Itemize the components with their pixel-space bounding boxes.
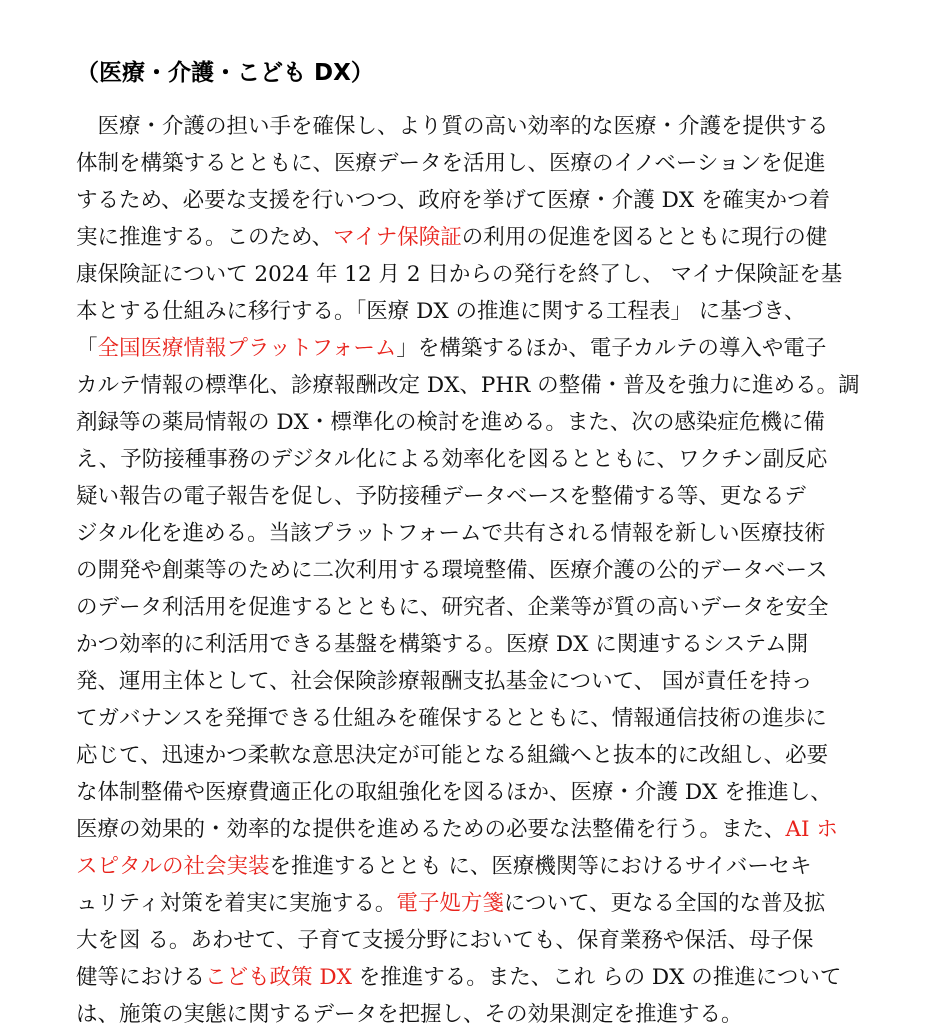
paragraph-line <box>76 108 876 145</box>
highlighted-term: こども政策 DX <box>205 965 352 990</box>
paragraph-line <box>76 885 876 922</box>
text-run: 康保険証について 2024 年 12 月 2 日からの発行を終了し、 マイナ保険証を基 <box>76 262 843 287</box>
section-heading: （医療・介護・こども DX） <box>76 60 374 86</box>
highlighted-term: AI ホ <box>785 817 838 842</box>
text-run: 体制を構築するとともに、医療データを活用し、医療のイノベーションを促進 <box>76 151 826 176</box>
paragraph-line <box>76 737 876 774</box>
highlighted-term: マイナ保険証 <box>333 225 462 250</box>
paragraph-line <box>76 293 876 330</box>
text-run: の開発や創薬等のために二次利用する環境整備、医療介護の公的データベース <box>76 558 828 583</box>
paragraph-line <box>76 330 876 367</box>
paragraph-line <box>76 700 876 737</box>
paragraph-line <box>76 478 876 515</box>
text-run: カルテ情報の標準化、診療報酬改定 DX、PHR の整備・普及を強力に進める。調 <box>76 373 860 398</box>
text-run: を推進するととも に、医療機関等におけるサイバーセキ <box>269 854 812 879</box>
text-run: 剤録等の薬局情報の DX・標準化の検討を進める。また、次の感染症危機に備 <box>76 410 825 435</box>
paragraph-line <box>76 256 876 293</box>
text-run: かつ効率的に利活用できる基盤を構築する。医療 DX に関連するシステム開 <box>76 632 809 657</box>
paragraph-line <box>76 922 876 959</box>
text-run: 疑い報告の電子報告を促し、予防接種データベースを整備する等、更なるデ <box>76 484 806 509</box>
paragraph-line <box>76 145 876 182</box>
text-run: 大を図 る。あわせて、子育て支援分野においても、保育業務や保活、母子保 <box>76 928 814 953</box>
text-run: 発、運用主体として、社会保険診療報酬支払基金について、 国が責任を持っ <box>76 669 813 694</box>
text-run: な体制整備や医療費適正化の取組強化を図るほか、医療・介護 DX を推進し、 <box>76 780 832 805</box>
paragraph-line <box>76 182 876 219</box>
paragraph-line <box>76 515 876 552</box>
paragraph-line <box>76 774 876 811</box>
text-run: ュリティ対策を着実に実施する。 <box>76 891 397 916</box>
text-run: 本とする仕組みに移行する。「医療 DX の推進に関する工程表」 に基づき、 <box>76 299 806 324</box>
text-run: について、更なる全国的な普及拡 <box>503 891 826 916</box>
body-paragraph <box>76 108 876 1033</box>
highlighted-term: 全国医療情報プラットフォーム <box>97 336 397 361</box>
text-run: 健等における <box>76 965 206 990</box>
paragraph-line <box>76 811 876 848</box>
paragraph-line <box>76 959 876 996</box>
text-run: 応じて、迅速かつ柔軟な意思決定が可能となる組織へと抜本的に改組し、必要 <box>76 743 829 768</box>
text-run: は、施策の実態に関するデータを把握し、その効果測定を推進する。 <box>76 1002 743 1027</box>
text-run: 「 <box>76 336 98 361</box>
text-run: 実に推進する。このため、 <box>76 225 334 250</box>
paragraph-line <box>76 626 876 663</box>
paragraph-line <box>76 552 876 589</box>
paragraph-line <box>76 404 876 441</box>
text-run: 」を構築するほか、電子カルテの導入や電子 <box>396 336 827 361</box>
highlighted-term: 電子処方箋 <box>396 891 504 916</box>
paragraph-line <box>76 996 876 1033</box>
highlighted-term: スピタルの社会実装 <box>76 854 270 879</box>
text-run: え、予防接種事務のデジタル化による効率化を図るとともに、ワクチン副反応 <box>76 447 828 472</box>
text-run: の利用の促進を図るとともに現行の健 <box>461 225 828 250</box>
text-run: ジタル化を進める。当該プラットフォームで共有される情報を新しい医療技術 <box>76 521 826 546</box>
paragraph-line <box>76 367 876 404</box>
text-run: を推進する。また、これ らの DX の推進について <box>351 965 842 990</box>
paragraph-line <box>76 219 876 256</box>
paragraph-line <box>76 589 876 626</box>
text-run: てガバナンスを発揮できる仕組みを確保するとともに、情報通信技術の進歩に <box>76 706 827 731</box>
paragraph-line <box>76 848 876 885</box>
paragraph-line <box>76 663 876 700</box>
text-run: のデータ利活用を促進するとともに、研究者、企業等が質の高いデータを安全 <box>76 595 829 620</box>
text-run: 医療の効果的・効率的な提供を進めるための必要な法整備を行う。また、 <box>76 817 786 842</box>
text-run: するため、必要な支援を行いつつ、政府を挙げて医療・介護 DX を確実かつ着 <box>76 188 830 213</box>
paragraph-line <box>76 441 876 478</box>
text-run: 医療・介護の担い手を確保し、より質の高い効率的な医療・介護を提供する <box>76 114 829 139</box>
